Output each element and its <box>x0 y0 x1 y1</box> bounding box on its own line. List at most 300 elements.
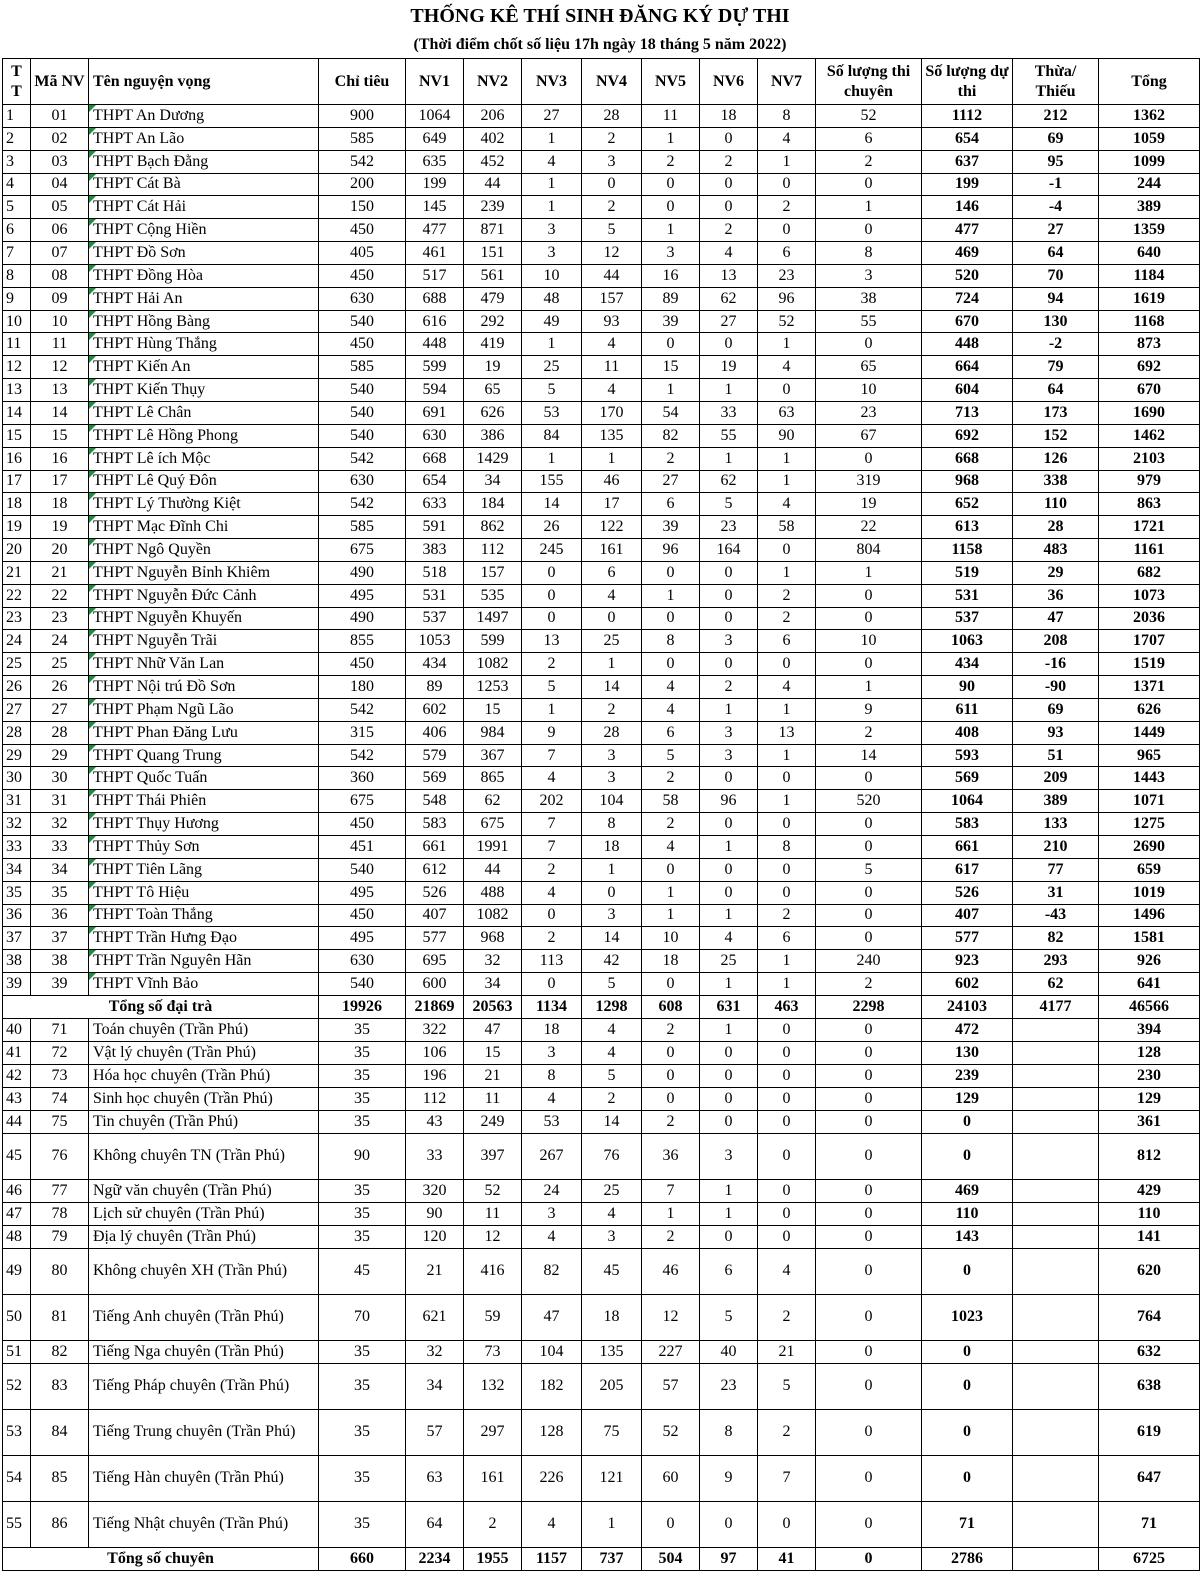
cell-nv7: 0 <box>758 1087 816 1110</box>
cell-thua-thieu <box>1013 1041 1099 1064</box>
cell-thua-thieu <box>1013 1110 1099 1133</box>
cell-sl-du-thi: 143 <box>922 1225 1013 1248</box>
cell-sl-du-thi: 1023 <box>922 1294 1013 1340</box>
cell-nv3: 7 <box>522 836 582 859</box>
cell-nv7: 0 <box>758 539 816 562</box>
cell-nv7: 5 <box>758 1363 816 1409</box>
cell-sl-du-thi: 407 <box>922 904 1013 927</box>
cell-sl-du-thi: 713 <box>922 401 1013 424</box>
cell-nv7: 96 <box>758 287 816 310</box>
cell-sl-chuyen: 520 <box>816 790 922 813</box>
cell-thua-thieu: 69 <box>1013 127 1099 150</box>
cell-sl-chuyen: 0 <box>816 904 922 927</box>
cell-nv1: 583 <box>406 813 464 836</box>
cell-ma-nv: 06 <box>31 219 89 242</box>
col-header-thua-thieu: Thừa/ Thiếu <box>1013 59 1099 105</box>
table-row <box>3 401 1200 424</box>
cell-nv1: 32 <box>406 1340 464 1363</box>
cell-nv3: 1 <box>522 447 582 470</box>
cell-chi-tieu: 35 <box>319 1179 406 1202</box>
cell-nv6: 23 <box>700 1363 758 1409</box>
cell-nv7: 7 <box>758 1455 816 1501</box>
cell-nv2: 535 <box>464 584 522 607</box>
cell-ten: Tiếng Anh chuyên (Trần Phú) <box>89 1294 319 1340</box>
cell-nv7: 2 <box>758 196 816 219</box>
cell-ten: THPT Toàn Thắng <box>89 904 319 927</box>
cell-chi-tieu: 450 <box>319 333 406 356</box>
cell-nv2: 599 <box>464 630 522 653</box>
cell-tt: 29 <box>3 744 31 767</box>
cell-nv4: 93 <box>582 310 642 333</box>
cell-ma-nv: 26 <box>31 676 89 699</box>
table-row <box>3 1087 1200 1110</box>
cell-sl-chuyen: 0 <box>816 836 922 859</box>
cell-tong: 1371 <box>1099 676 1200 699</box>
cell-tong: 1019 <box>1099 881 1200 904</box>
cell-thua-thieu: 28 <box>1013 516 1099 539</box>
cell-chi-tieu: 35 <box>319 1064 406 1087</box>
cell-nv6: 0 <box>700 1225 758 1248</box>
cell-nv4: 3 <box>582 150 642 173</box>
cell-nv1: 34 <box>406 1363 464 1409</box>
cell-thua-thieu <box>1013 1179 1099 1202</box>
cell-thua-thieu <box>1013 1225 1099 1248</box>
cell-chi-tieu: 35 <box>319 1110 406 1133</box>
cell-nv7: 1 <box>758 333 816 356</box>
cell-nv6: 3 <box>700 1133 758 1179</box>
cell-nv5: 12 <box>642 1294 700 1340</box>
cell-sl-chuyen: 0 <box>816 584 922 607</box>
cell-ten: Địa lý chuyên (Trần Phú) <box>89 1225 319 1248</box>
table-row <box>3 1501 1200 1547</box>
table-row <box>3 264 1200 287</box>
cell-tt: 23 <box>3 607 31 630</box>
cell-nv4: 18 <box>582 1294 642 1340</box>
table-row <box>3 1248 1200 1294</box>
cell-tt: 20 <box>3 539 31 562</box>
cell-comment-marker <box>89 219 96 226</box>
cell-comment-marker <box>89 333 96 340</box>
cell-tt: 46 <box>3 1179 31 1202</box>
cell-sl-du-thi: 670 <box>922 310 1013 333</box>
cell-nv5: 5 <box>642 744 700 767</box>
cell-nv1: 517 <box>406 264 464 287</box>
cell-chi-tieu: 35 <box>319 1018 406 1041</box>
table-row <box>3 1041 1200 1064</box>
cell-thua-thieu <box>1013 1294 1099 1340</box>
cell-tong: 2036 <box>1099 607 1200 630</box>
cell-chi-tieu: 35 <box>319 1501 406 1547</box>
cell-sl-chuyen: 804 <box>816 539 922 562</box>
table-row <box>3 287 1200 310</box>
cell-nv4: 122 <box>582 516 642 539</box>
cell-nv6: 1 <box>700 904 758 927</box>
cell-nv1: 383 <box>406 539 464 562</box>
cell-comment-marker <box>89 425 96 432</box>
cell-sl-du-thi: 637 <box>922 150 1013 173</box>
cell-nv3: 3 <box>522 219 582 242</box>
cell-nv1: 526 <box>406 881 464 904</box>
cell-ma-nv: 14 <box>31 401 89 424</box>
cell-ma-nv: 38 <box>31 950 89 973</box>
cell-nv2: 488 <box>464 881 522 904</box>
cell-nv6: 1 <box>700 836 758 859</box>
cell-nv3: 4 <box>522 1225 582 1248</box>
cell-nv5: 1 <box>642 584 700 607</box>
cell-nv3: 1 <box>522 173 582 196</box>
cell-tong: 389 <box>1099 196 1200 219</box>
cell-sl-chuyen: 14 <box>816 744 922 767</box>
cell-comment-marker <box>89 151 96 158</box>
table-row <box>3 1225 1200 1248</box>
cell-nv5: 1 <box>642 379 700 402</box>
cell-nv3: 49 <box>522 310 582 333</box>
cell-nv5: 58 <box>642 790 700 813</box>
cell-nv1: 63 <box>406 1455 464 1501</box>
cell-nv3: 5 <box>522 676 582 699</box>
cell-nv2: 249 <box>464 1110 522 1133</box>
col-header-chi-tieu: Chỉ tiêu <box>319 59 406 105</box>
cell-tong: 110 <box>1099 1202 1200 1225</box>
cell-thua-thieu: 210 <box>1013 836 1099 859</box>
cell-nv2: 21 <box>464 1064 522 1087</box>
total-cell-nv3: 1134 <box>522 995 582 1018</box>
cell-sl-chuyen: 9 <box>816 698 922 721</box>
cell-ma-nv: 74 <box>31 1087 89 1110</box>
total-row <box>3 1547 1200 1570</box>
cell-nv4: 2 <box>582 698 642 721</box>
cell-nv2: 73 <box>464 1340 522 1363</box>
cell-nv5: 6 <box>642 721 700 744</box>
cell-sl-du-thi: 593 <box>922 744 1013 767</box>
cell-nv4: 121 <box>582 1455 642 1501</box>
cell-nv7: 58 <box>758 516 816 539</box>
cell-comment-marker <box>89 859 96 866</box>
cell-comment-marker <box>89 973 96 980</box>
col-header-nv3: NV3 <box>522 59 582 105</box>
cell-nv1: 196 <box>406 1064 464 1087</box>
cell-tong: 812 <box>1099 1133 1200 1179</box>
cell-tt: 48 <box>3 1225 31 1248</box>
cell-sl-chuyen: 1 <box>816 676 922 699</box>
cell-thua-thieu: 389 <box>1013 790 1099 813</box>
cell-nv1: 602 <box>406 698 464 721</box>
cell-tong: 2103 <box>1099 447 1200 470</box>
table-row <box>3 950 1200 973</box>
cell-nv4: 25 <box>582 630 642 653</box>
cell-sl-chuyen: 0 <box>816 1018 922 1041</box>
cell-nv2: 479 <box>464 287 522 310</box>
table-row <box>3 1179 1200 1202</box>
cell-nv3: 4 <box>522 1087 582 1110</box>
cell-thua-thieu: 31 <box>1013 881 1099 904</box>
total-cell-thua-thieu: 4177 <box>1013 995 1099 1018</box>
cell-ten: Tiếng Nga chuyên (Trần Phú) <box>89 1340 319 1363</box>
cell-tong: 244 <box>1099 173 1200 196</box>
table-row <box>3 1110 1200 1133</box>
total-cell-nv2: 1955 <box>464 1547 522 1570</box>
cell-nv7: 1 <box>758 447 816 470</box>
table-row <box>3 1363 1200 1409</box>
cell-tong: 873 <box>1099 333 1200 356</box>
cell-sl-du-thi: 408 <box>922 721 1013 744</box>
cell-ten: Vật lý chuyên (Trần Phú) <box>89 1041 319 1064</box>
cell-nv1: 57 <box>406 1409 464 1455</box>
col-header-nv6: NV6 <box>700 59 758 105</box>
cell-sl-du-thi: 1063 <box>922 630 1013 653</box>
cell-ma-nv: 30 <box>31 767 89 790</box>
cell-nv3: 0 <box>522 584 582 607</box>
cell-ten: THPT Nội trú Đồ Sơn <box>89 676 319 699</box>
col-header-ten: Tên nguyện vọng <box>89 59 319 105</box>
cell-tong: 640 <box>1099 242 1200 265</box>
cell-nv6: 0 <box>700 173 758 196</box>
cell-comment-marker <box>89 927 96 934</box>
cell-ten: THPT Quang Trung <box>89 744 319 767</box>
cell-nv3: 5 <box>522 379 582 402</box>
cell-ten: THPT Phan Đăng Lưu <box>89 721 319 744</box>
cell-nv5: 6 <box>642 493 700 516</box>
cell-nv4: 3 <box>582 1225 642 1248</box>
cell-nv6: 0 <box>700 1041 758 1064</box>
cell-tong: 620 <box>1099 1248 1200 1294</box>
registration-table <box>2 58 1200 1571</box>
cell-ten: Tiếng Hàn chuyên (Trần Phú) <box>89 1455 319 1501</box>
cell-sl-du-thi: 146 <box>922 196 1013 219</box>
cell-ten: THPT Nguyễn Bỉnh Khiêm <box>89 561 319 584</box>
cell-nv7: 0 <box>758 1501 816 1547</box>
cell-tt: 31 <box>3 790 31 813</box>
cell-nv4: 1 <box>582 858 642 881</box>
cell-sl-chuyen: 0 <box>816 1179 922 1202</box>
cell-nv5: 60 <box>642 1455 700 1501</box>
cell-nv6: 25 <box>700 950 758 973</box>
total-cell-sl-chuyen: 2298 <box>816 995 922 1018</box>
cell-sl-chuyen: 6 <box>816 127 922 150</box>
cell-nv5: 2 <box>642 447 700 470</box>
cell-nv3: 84 <box>522 424 582 447</box>
cell-nv4: 205 <box>582 1363 642 1409</box>
cell-thua-thieu: -16 <box>1013 653 1099 676</box>
cell-tong: 1161 <box>1099 539 1200 562</box>
cell-tt: 37 <box>3 927 31 950</box>
cell-tong: 641 <box>1099 973 1200 996</box>
cell-ten: THPT Đồ Sơn <box>89 242 319 265</box>
cell-nv2: 151 <box>464 242 522 265</box>
table-row <box>3 1064 1200 1087</box>
cell-nv3: 113 <box>522 950 582 973</box>
cell-tong: 926 <box>1099 950 1200 973</box>
cell-chi-tieu: 490 <box>319 561 406 584</box>
cell-ten: THPT Lê Chân <box>89 401 319 424</box>
col-header-nv1: NV1 <box>406 59 464 105</box>
cell-nv1: 106 <box>406 1041 464 1064</box>
cell-nv6: 0 <box>700 767 758 790</box>
cell-nv1: 579 <box>406 744 464 767</box>
cell-nv6: 1 <box>700 1018 758 1041</box>
cell-thua-thieu <box>1013 1340 1099 1363</box>
cell-tt: 28 <box>3 721 31 744</box>
cell-chi-tieu: 35 <box>319 1340 406 1363</box>
cell-ma-nv: 78 <box>31 1202 89 1225</box>
cell-tong: 1099 <box>1099 150 1200 173</box>
cell-ma-nv: 80 <box>31 1248 89 1294</box>
cell-nv2: 416 <box>464 1248 522 1294</box>
cell-nv5: 89 <box>642 287 700 310</box>
col-header-ma-nv: Mã NV <box>31 59 89 105</box>
cell-ma-nv: 19 <box>31 516 89 539</box>
cell-nv2: 59 <box>464 1294 522 1340</box>
cell-tong: 647 <box>1099 1455 1200 1501</box>
cell-tong: 1362 <box>1099 105 1200 128</box>
cell-tong: 979 <box>1099 470 1200 493</box>
cell-nv3: 128 <box>522 1409 582 1455</box>
cell-thua-thieu: 133 <box>1013 813 1099 836</box>
cell-thua-thieu: 51 <box>1013 744 1099 767</box>
cell-sl-du-thi: 537 <box>922 607 1013 630</box>
cell-nv2: 968 <box>464 927 522 950</box>
cell-nv4: 170 <box>582 401 642 424</box>
cell-comment-marker <box>89 493 96 500</box>
cell-nv3: 1 <box>522 698 582 721</box>
cell-nv1: 90 <box>406 1202 464 1225</box>
cell-thua-thieu: 79 <box>1013 356 1099 379</box>
cell-nv1: 649 <box>406 127 464 150</box>
cell-nv3: 26 <box>522 516 582 539</box>
cell-chi-tieu: 585 <box>319 356 406 379</box>
table-row <box>3 470 1200 493</box>
table-row <box>3 1294 1200 1340</box>
cell-comment-marker <box>89 288 96 295</box>
table-row <box>3 105 1200 128</box>
cell-ten: THPT Quốc Tuấn <box>89 767 319 790</box>
cell-ten: THPT An Dương <box>89 105 319 128</box>
cell-nv1: 448 <box>406 333 464 356</box>
cell-comment-marker <box>89 174 96 181</box>
cell-sl-du-thi: 526 <box>922 881 1013 904</box>
cell-ten: Tiếng Nhật chuyên (Trần Phú) <box>89 1501 319 1547</box>
cell-comment-marker <box>89 722 96 729</box>
cell-tong: 1619 <box>1099 287 1200 310</box>
cell-tt: 35 <box>3 881 31 904</box>
cell-ma-nv: 22 <box>31 584 89 607</box>
cell-nv1: 1053 <box>406 630 464 653</box>
cell-ma-nv: 10 <box>31 310 89 333</box>
cell-tong: 1449 <box>1099 721 1200 744</box>
cell-thua-thieu <box>1013 1202 1099 1225</box>
cell-thua-thieu <box>1013 1018 1099 1041</box>
cell-chi-tieu: 495 <box>319 881 406 904</box>
cell-nv3: 155 <box>522 470 582 493</box>
cell-comment-marker <box>89 242 96 249</box>
cell-ma-nv: 81 <box>31 1294 89 1340</box>
cell-ma-nv: 32 <box>31 813 89 836</box>
cell-nv5: 0 <box>642 1087 700 1110</box>
cell-tt: 10 <box>3 310 31 333</box>
cell-ma-nv: 02 <box>31 127 89 150</box>
cell-nv2: 44 <box>464 173 522 196</box>
cell-nv6: 1 <box>700 698 758 721</box>
cell-nv3: 10 <box>522 264 582 287</box>
cell-nv7: 1 <box>758 561 816 584</box>
cell-nv7: 0 <box>758 1018 816 1041</box>
cell-nv5: 4 <box>642 698 700 721</box>
cell-chi-tieu: 405 <box>319 242 406 265</box>
cell-nv2: 1991 <box>464 836 522 859</box>
cell-ma-nv: 28 <box>31 721 89 744</box>
table-row <box>3 1409 1200 1455</box>
cell-sl-chuyen: 240 <box>816 950 922 973</box>
cell-nv5: 18 <box>642 950 700 973</box>
cell-nv4: 1 <box>582 653 642 676</box>
cell-nv1: 569 <box>406 767 464 790</box>
cell-tong: 429 <box>1099 1179 1200 1202</box>
cell-tt: 5 <box>3 196 31 219</box>
cell-nv7: 1 <box>758 950 816 973</box>
cell-nv1: 630 <box>406 424 464 447</box>
cell-sl-du-thi: 652 <box>922 493 1013 516</box>
cell-sl-chuyen: 0 <box>816 1041 922 1064</box>
cell-thua-thieu: 77 <box>1013 858 1099 881</box>
cell-ma-nv: 27 <box>31 698 89 721</box>
cell-nv2: 65 <box>464 379 522 402</box>
cell-ten: THPT Cát Hải <box>89 196 319 219</box>
cell-thua-thieu <box>1013 1455 1099 1501</box>
cell-nv1: 145 <box>406 196 464 219</box>
cell-comment-marker <box>89 676 96 683</box>
cell-ma-nv: 01 <box>31 105 89 128</box>
cell-nv7: 2 <box>758 584 816 607</box>
cell-nv1: 691 <box>406 401 464 424</box>
cell-sl-du-thi: 0 <box>922 1110 1013 1133</box>
cell-nv2: 206 <box>464 105 522 128</box>
cell-nv2: 47 <box>464 1018 522 1041</box>
cell-nv5: 0 <box>642 973 700 996</box>
cell-chi-tieu: 450 <box>319 219 406 242</box>
cell-ten: Toán chuyên (Trần Phú) <box>89 1018 319 1041</box>
cell-nv7: 4 <box>758 356 816 379</box>
cell-nv6: 1 <box>700 379 758 402</box>
cell-tong: 1359 <box>1099 219 1200 242</box>
cell-nv4: 44 <box>582 264 642 287</box>
cell-tt: 3 <box>3 150 31 173</box>
cell-ten: THPT Lý Thường Kiệt <box>89 493 319 516</box>
cell-ten: THPT Cộng Hiền <box>89 219 319 242</box>
cell-nv7: 8 <box>758 105 816 128</box>
cell-tong: 1496 <box>1099 904 1200 927</box>
cell-tt: 21 <box>3 561 31 584</box>
cell-nv4: 1 <box>582 447 642 470</box>
cell-nv7: 1 <box>758 973 816 996</box>
cell-sl-du-thi: 1064 <box>922 790 1013 813</box>
cell-chi-tieu: 542 <box>319 493 406 516</box>
cell-tt: 39 <box>3 973 31 996</box>
total-row <box>3 995 1200 1018</box>
cell-thua-thieu <box>1013 1064 1099 1087</box>
cell-sl-chuyen: 0 <box>816 653 922 676</box>
cell-chi-tieu: 200 <box>319 173 406 196</box>
cell-nv2: 984 <box>464 721 522 744</box>
cell-ten: THPT Trần Hưng Đạo <box>89 927 319 950</box>
cell-tt: 40 <box>3 1018 31 1041</box>
cell-nv3: 104 <box>522 1340 582 1363</box>
cell-nv2: 862 <box>464 516 522 539</box>
cell-sl-du-thi: 531 <box>922 584 1013 607</box>
cell-nv4: 4 <box>582 584 642 607</box>
cell-nv2: 32 <box>464 950 522 973</box>
cell-nv7: 6 <box>758 927 816 950</box>
cell-sl-chuyen: 67 <box>816 424 922 447</box>
